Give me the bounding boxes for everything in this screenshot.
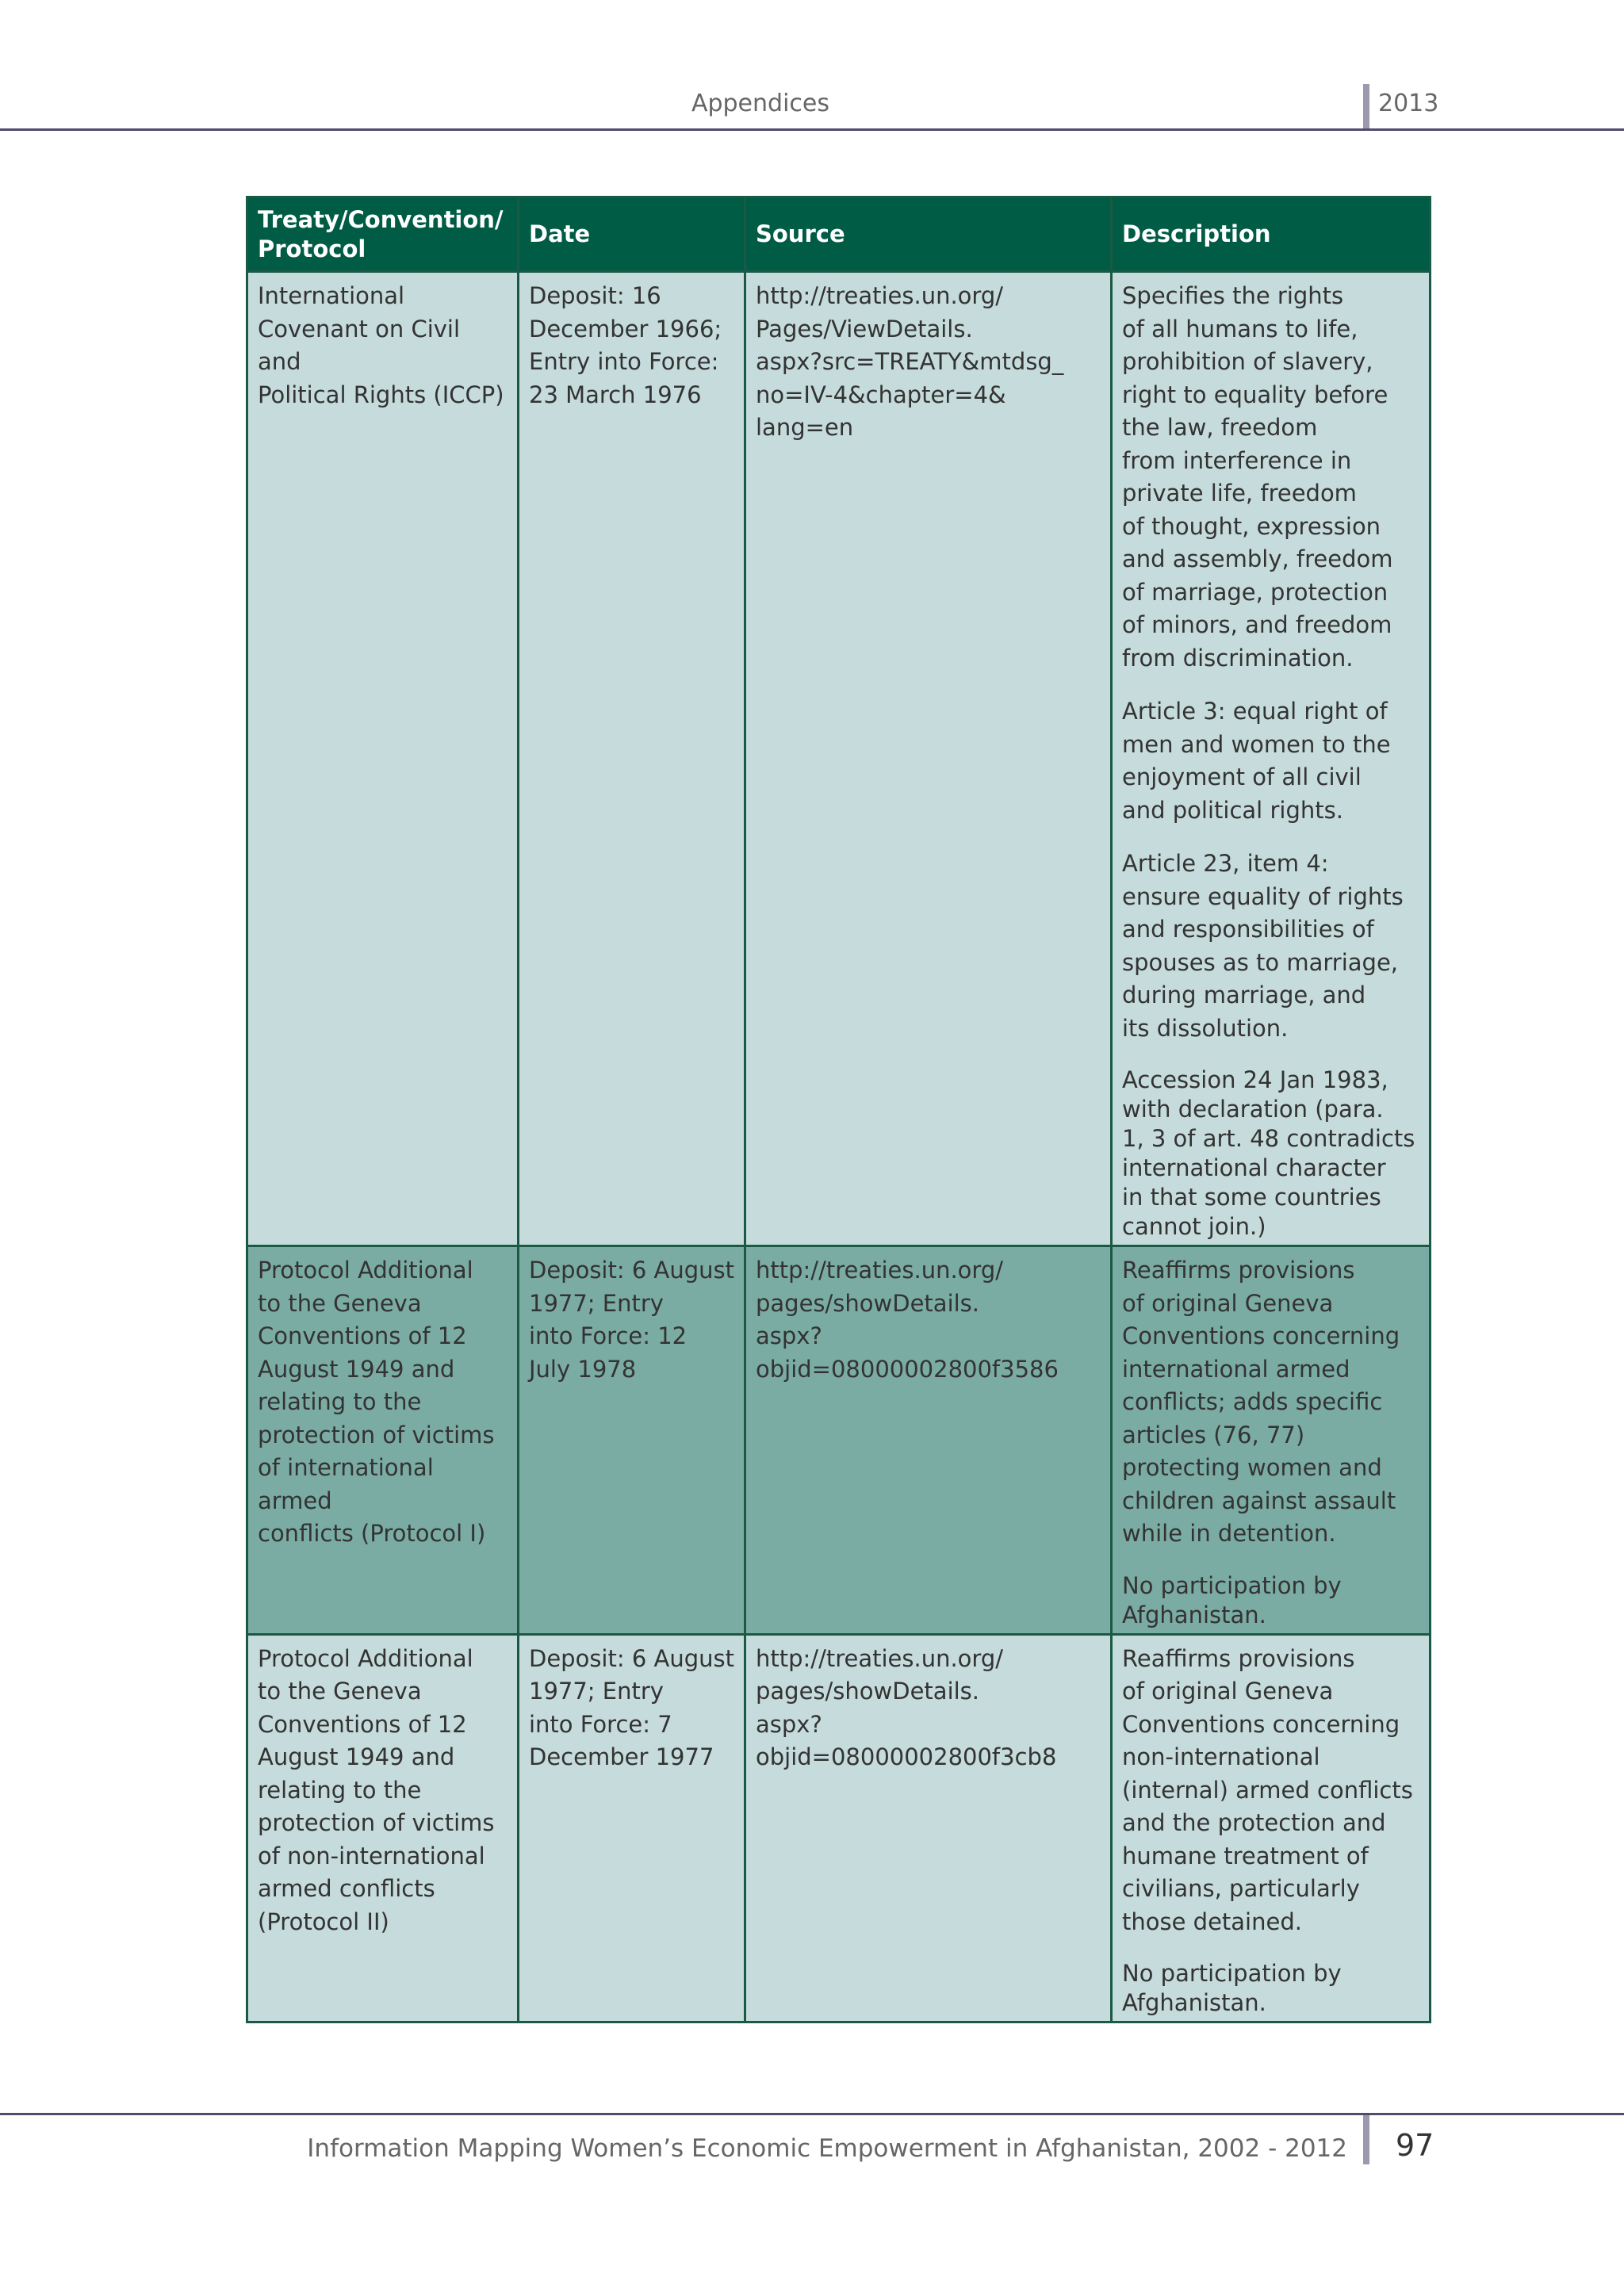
footer-separator [1363, 2115, 1369, 2164]
description-paragraph: Reaffirms provisions of original Geneva Conventions concerning non-international (internal) armed conflicts and the protection and humane treatment of civilians, particularly those detained. [1122, 1644, 1413, 1935]
table-row [247, 272, 1431, 1246]
description-paragraph: No participation by Afghanistan. [1122, 1960, 1342, 2016]
source-cell: http://treaties.un.org/ Pages/ViewDetails. aspx?src=TREATY&mtdsg_ no=IV-4&chapter=4& lang=en [745, 272, 1112, 1246]
description-paragraph: No participation by Afghanistan. [1122, 1571, 1342, 1628]
description-paragraph: Reaffirms provisions of original Geneva Conventions concerning international armed conflicts; adds specific articles (76, 77) protecting women and children against assault while in detention. [1122, 1257, 1400, 1547]
treaty-cell: International Covenant on Civil and Political Rights (ICCP) [247, 272, 519, 1246]
column-header-description: Description [1112, 197, 1431, 272]
table-header-row [247, 197, 1431, 272]
treaty-cell: Protocol Additional to the Geneva Conventions of 12 August 1949 and relating to the protection of victims of non-international armed conflicts (Protocol II) [247, 1634, 519, 2022]
treaty-table [246, 196, 1431, 2023]
description-paragraph: Specifies the rights of all humans to life, prohibition of slavery, right to equality before the law, freedom from interference in private life, freedom of thought, expression and assembly, freedom of marriage, protection of minors, and freedom from discrimination. [1122, 282, 1393, 672]
table-row [247, 1634, 1431, 2022]
description-cell [1112, 272, 1431, 1246]
description-paragraph: Accession 24 Jan 1983, with declaration (para. 1, 3 of art. 48 contradicts international character in that some countries cannot join.) [1122, 1066, 1415, 1240]
description-cell [1112, 1246, 1431, 1635]
footer-title: Information Mapping Women’s Economic Empowerment in Afghanistan, 2002 - 2012 [307, 2134, 1347, 2163]
footer-rule [0, 2113, 1624, 2115]
date-cell: Deposit: 16 December 1966; Entry into Force: 23 March 1976 [519, 272, 745, 1246]
source-cell: http://treaties.un.org/ pages/showDetails. aspx?objid=08000002800f3cb8 [745, 1634, 1112, 2022]
description-paragraph: Article 23, item 4: ensure equality of rights and responsibilities of spouses as to marriage, during marriage, and its dissolution. [1122, 850, 1404, 1042]
description-paragraph: Article 3: equal right of men and women to the enjoyment of all civil and political rights. [1122, 698, 1391, 824]
date-cell: Deposit: 6 August 1977; Entry into Force: 7 December 1977 [519, 1634, 745, 2022]
source-cell: http://treaties.un.org/ pages/showDetails. aspx?objid=08000002800f3586 [745, 1246, 1112, 1635]
column-header-treaty: Treaty/Convention/ Protocol [247, 197, 519, 272]
page-number: 97 [1396, 2128, 1434, 2163]
column-header-source: Source [745, 197, 1112, 272]
description-cell [1112, 1634, 1431, 2022]
running-header-year: 2013 [1378, 90, 1439, 117]
table-row [247, 1246, 1431, 1635]
running-header-section: Appendices [691, 90, 829, 117]
treaty-cell: Protocol Additional to the Geneva Conventions of 12 August 1949 and relating to the protection of victims of international armed conflicts (Protocol I) [247, 1246, 519, 1635]
date-cell: Deposit: 6 August 1977; Entry into Force: 12 July 1978 [519, 1246, 745, 1635]
header-rule [0, 128, 1624, 131]
column-header-date: Date [519, 197, 745, 272]
header-separator [1363, 84, 1369, 128]
